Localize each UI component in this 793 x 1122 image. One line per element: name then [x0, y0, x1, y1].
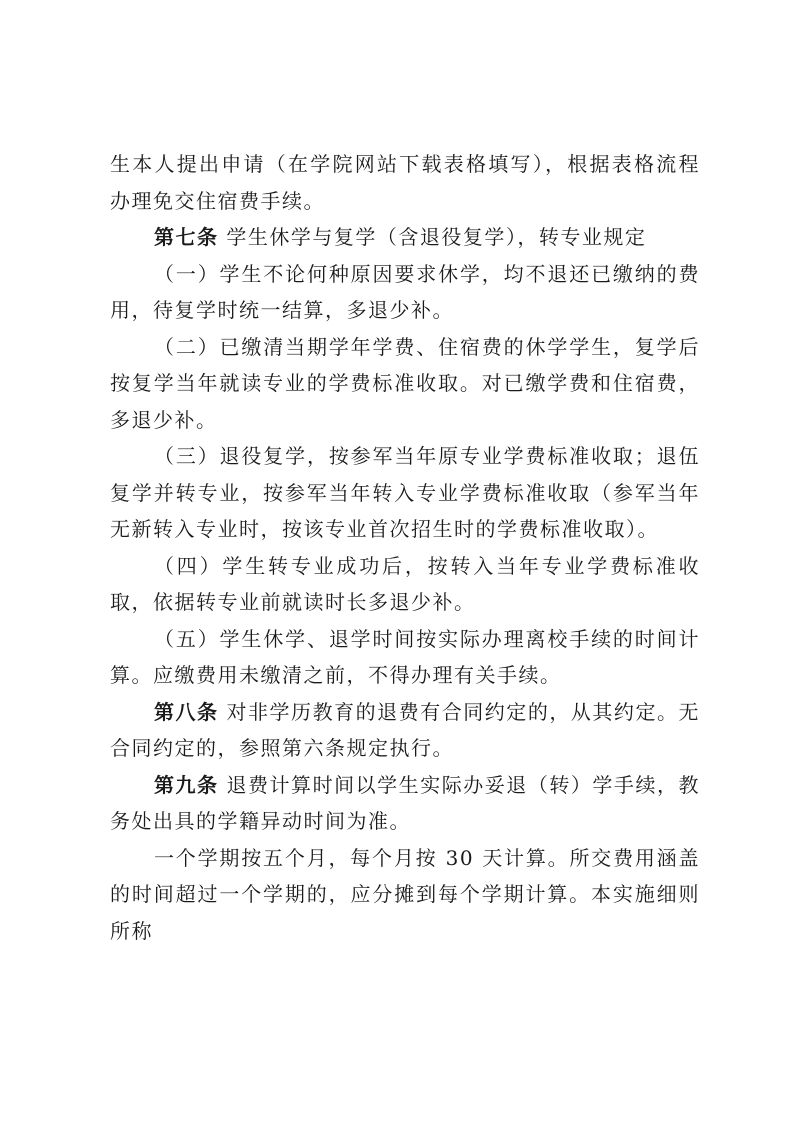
article-heading: 第七条 — [154, 225, 219, 249]
paragraph-1 — [110, 146, 700, 219]
paragraph-7 — [110, 621, 700, 694]
paragraph-4 — [110, 329, 700, 439]
paragraph-5 — [110, 438, 700, 548]
paragraph-6 — [110, 548, 700, 621]
paragraph-text: 退费计算时间以学生实际办妥退（转）学手续，教务处出具的学籍异动时间为准。 — [110, 772, 700, 833]
document-body — [110, 146, 700, 949]
paragraph-3 — [110, 256, 700, 329]
paragraph-text: 生本人提出申请（在学院网站下载表格填写），根据表格流程办理免交住宿费手续。 — [110, 152, 700, 213]
paragraph-8 — [110, 694, 700, 767]
paragraph-text: （五）学生休学、退学时间按实际办理离校手续的时间计算。应缴费用未缴清之前，不得办理有关手续。 — [110, 626, 700, 687]
paragraph-2 — [110, 219, 700, 256]
paragraph-text: （二）已缴清当期学年学费、住宿费的休学学生，复学后按复学当年就读专业的学费标准收取。对已缴学费和住宿费，多退少补。 — [110, 334, 700, 432]
paragraph-text: 学生休学与复学（含退役复学），转专业规定 — [218, 225, 647, 249]
article-heading: 第八条 — [154, 699, 219, 724]
paragraph-text: 一个学期按五个月，每个月按 30 天计算。所交费用涵盖的时间超过一个学期的，应分摊到每个学期计算。本实施细则所称 — [110, 845, 700, 943]
paragraph-text: 对非学历教育的退费有合同约定的，从其约定。无合同约定的，参照第六条规定执行。 — [110, 699, 700, 760]
article-heading: 第九条 — [154, 772, 219, 797]
paragraph-text: （四）学生转专业成功后，按转入当年专业学费标准收取，依据转专业前就读时长多退少补。 — [110, 553, 700, 614]
paragraph-text: （三）退役复学，按参军当年原专业学费标准收取；退伍复学并转专业，按参军当年转入专业学费标准收取（参军当年无新转入专业时，按该专业首次招生时的学费标准收取）。 — [110, 444, 700, 541]
paragraph-9 — [110, 767, 700, 840]
paragraph-text: （一）学生不论何种原因要求休学，均不退还已缴纳的费用，待复学时统一结算，多退少补。 — [110, 261, 700, 322]
paragraph-10 — [110, 840, 700, 950]
